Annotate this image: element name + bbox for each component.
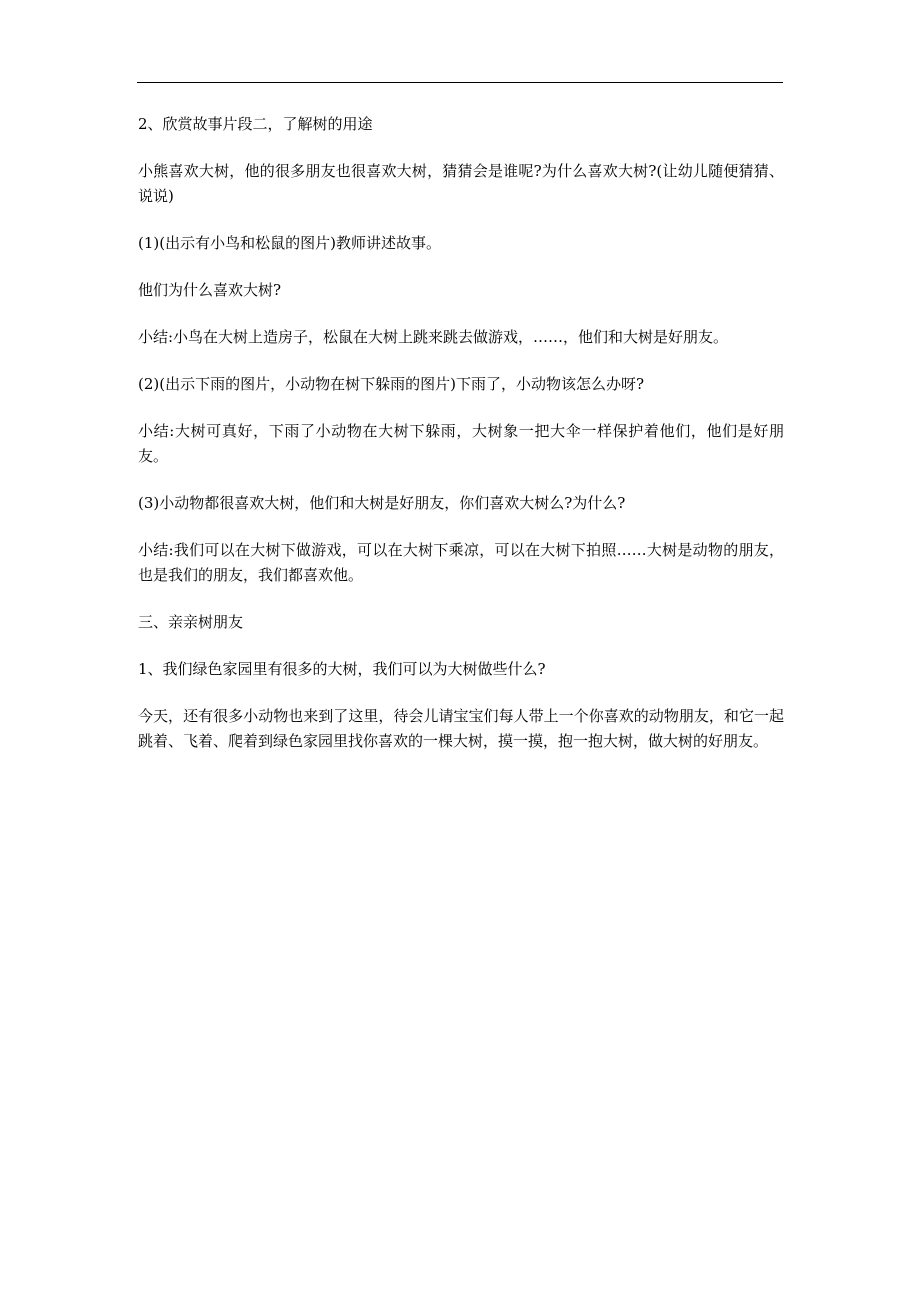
paragraph-activity-description: 今天，还有很多小动物也来到了这里，待会儿请宝宝们每人带上一个你喜欢的动物朋友，和它一起跳着、飞着、爬着到绿色家园里找你喜欢的一棵大树，摸一摸，抱一抱大树，做大树的好朋友。 <box>138 707 784 750</box>
paragraph-summary-3: 小结:我们可以在大树下做游戏，可以在大树下乘凉，可以在大树下拍照……大树是动物的朋友，也是我们的朋友，我们都喜欢他。 <box>138 541 784 584</box>
paragraph-step-1: (1)(出示有小鸟和松鼠的图片)教师讲述故事。 <box>138 234 441 252</box>
paragraph-step-2: (2)(出示下雨的图片，小动物在树下躲雨的图片)下雨了，小动物该怎么办呀? <box>138 375 644 393</box>
section-heading-tree-friends: 三、亲亲树朋友 <box>138 613 244 631</box>
paragraph-step-3: (3)小动物都很喜欢大树，他们和大树是好朋友，你们喜欢大树么?为什么? <box>138 494 626 512</box>
paragraph-summary-2: 小结:大树可真好，下雨了小动物在大树下躲雨，大树象一把大伞一样保护着他们，他们是好朋友。 <box>138 422 784 465</box>
document-body <box>138 112 784 776</box>
paragraph-intro-question: 小熊喜欢大树，他的很多朋友也很喜欢大树，猜猜会是谁呢?为什么喜欢大树?(让幼儿随便猜猜、说说) <box>138 162 784 205</box>
paragraph-summary-1: 小结:小鸟在大树上造房子，松鼠在大树上跳来跳去做游戏，……，他们和大树是好朋友。 <box>138 328 729 346</box>
header-rule <box>137 82 783 83</box>
paragraph-question-why: 他们为什么喜欢大树? <box>138 281 282 299</box>
section-heading-appreciate-story: 2、欣赏故事片段二，了解树的用途 <box>138 115 373 133</box>
paragraph-activity-1: 1、我们绿色家园里有很多的大树，我们可以为大树做些什么? <box>138 660 546 678</box>
